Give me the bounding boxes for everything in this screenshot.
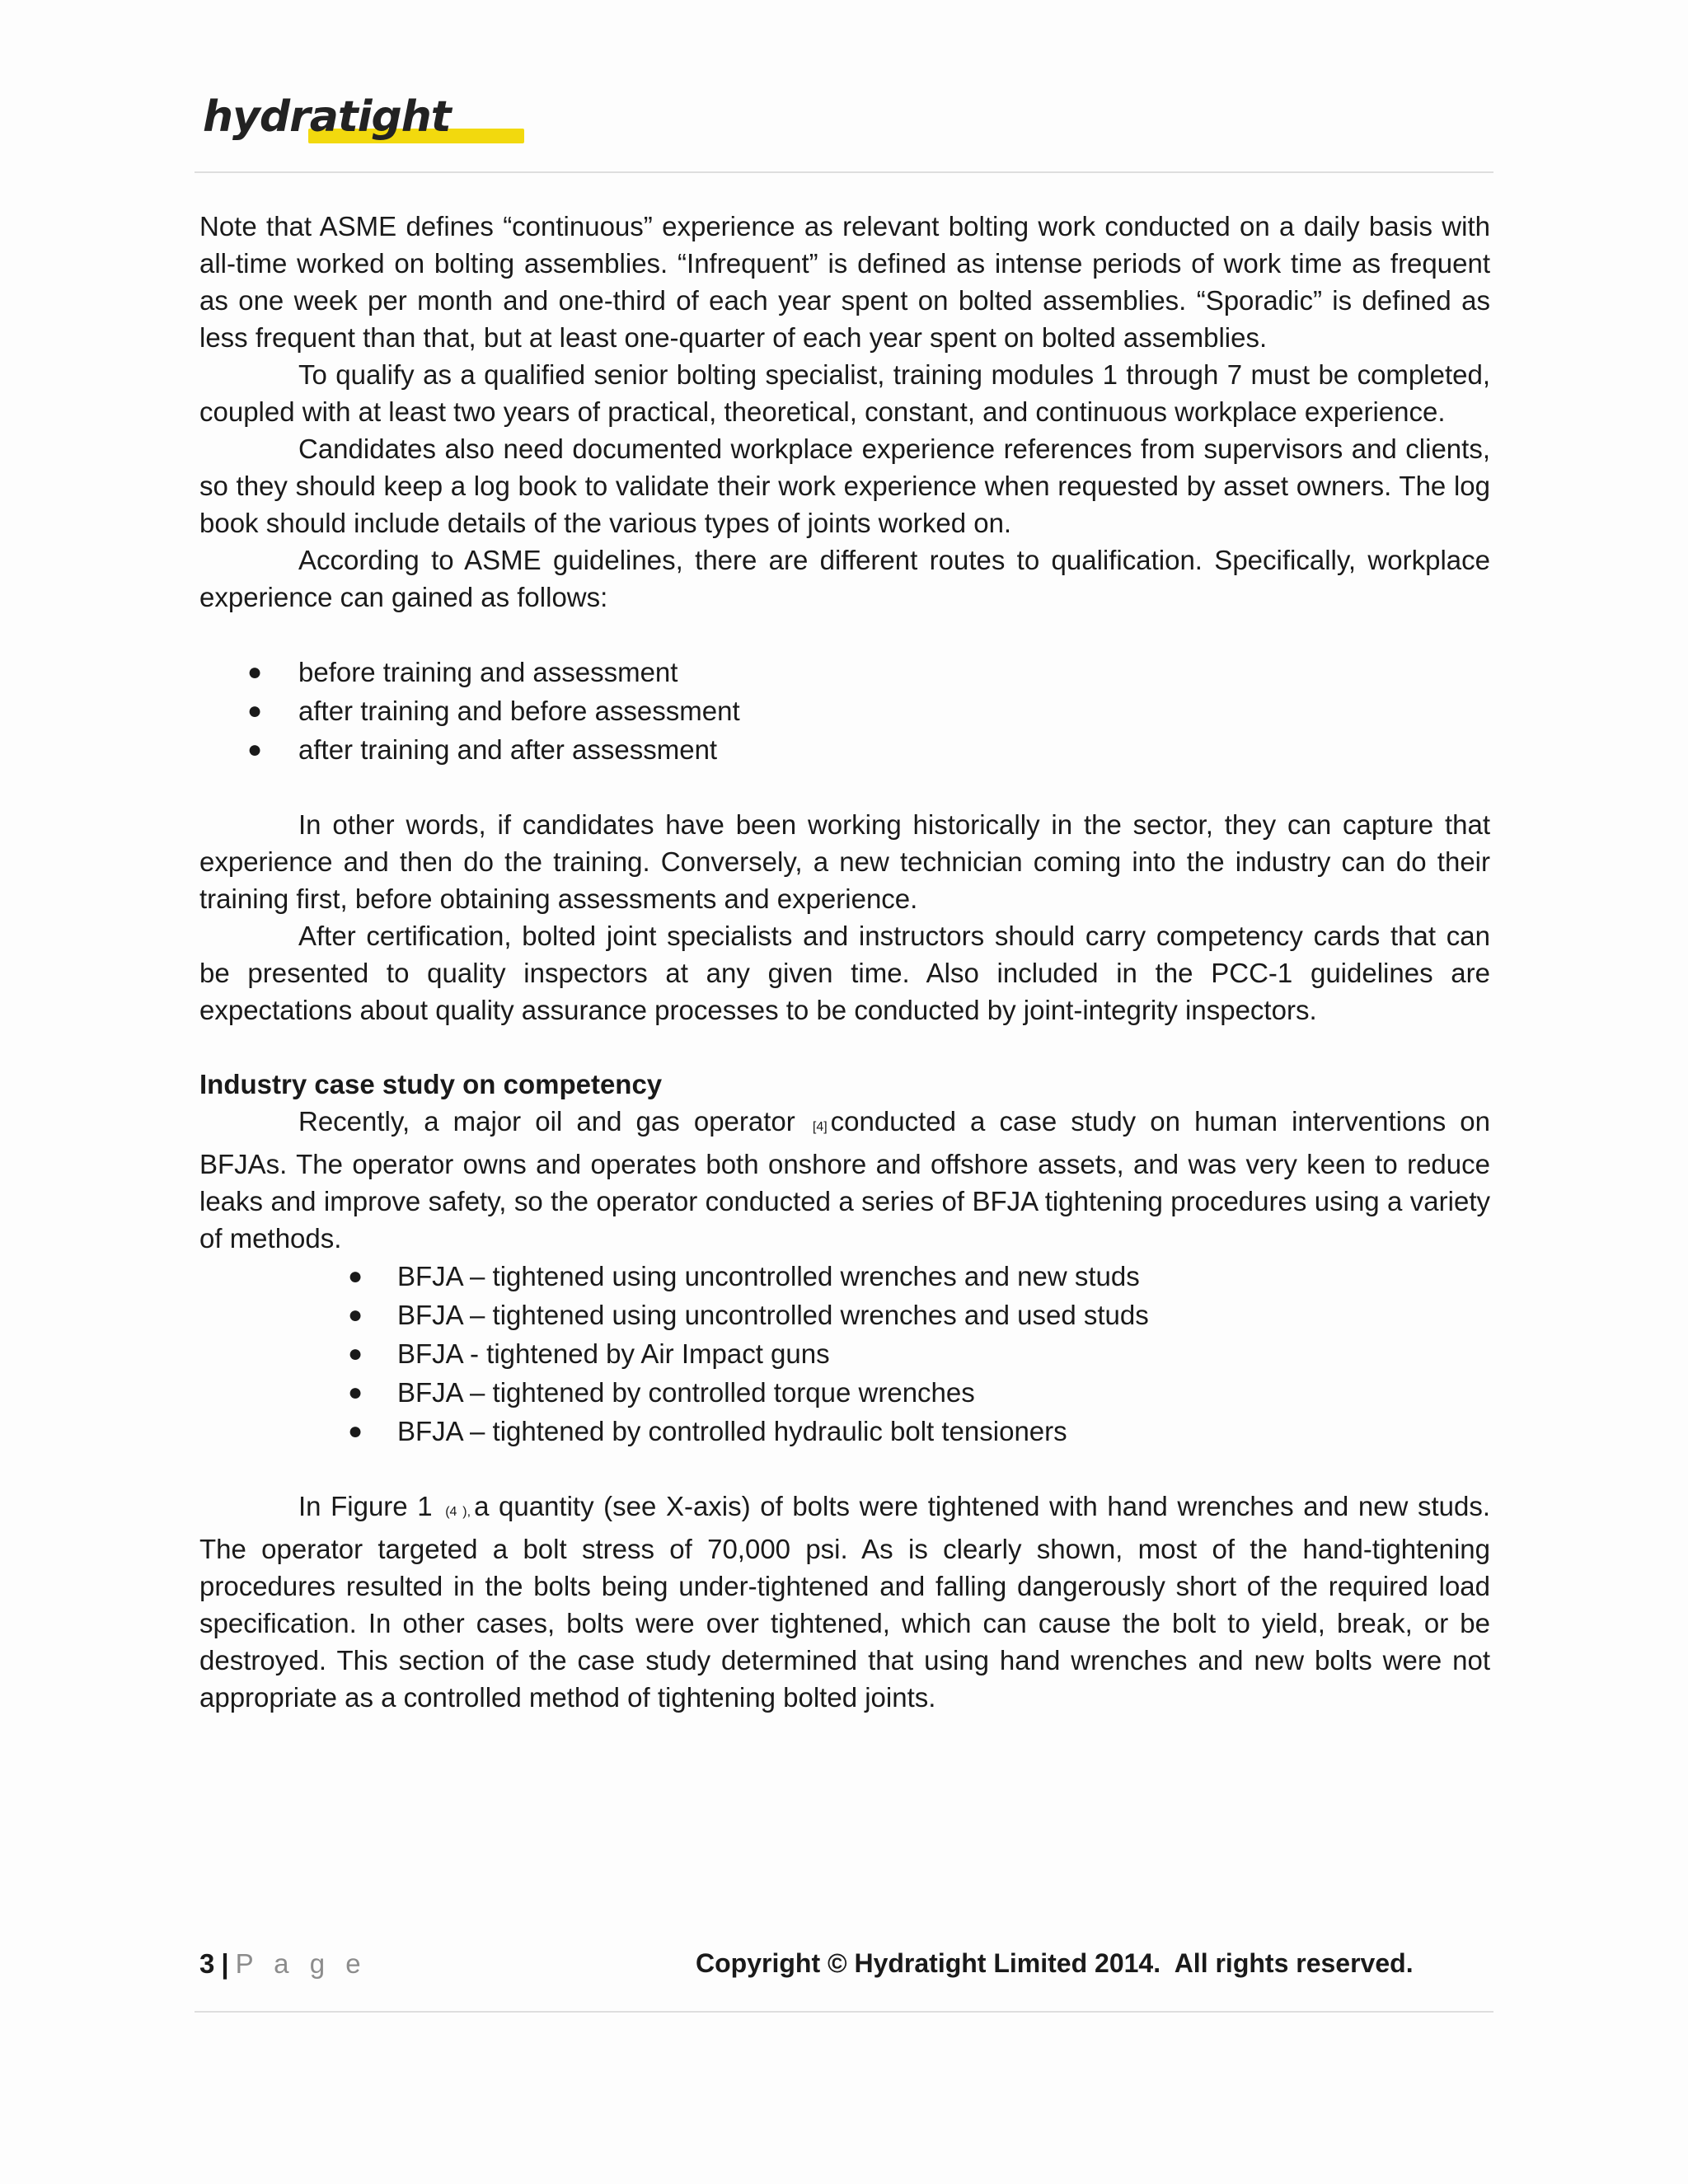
bullet-icon: ●: [247, 697, 263, 724]
list-item: ● BFJA – tightened using uncontrolled wrenches and used studs: [199, 1296, 1490, 1334]
bullet-icon: ●: [348, 1340, 363, 1367]
paragraph-log-book: Candidates also need documented workplace experience references from supervisors and clients, so they should keep a log book to validate their work experience when requested by asset owners. The log book should include details of the various types of joints worked on.: [199, 434, 1490, 538]
list-item: ● BFJA – tightened by controlled hydraulic bolt tensioners: [199, 1412, 1490, 1451]
qualification-routes-list: [199, 653, 1490, 769]
logo-text: hydratight: [203, 92, 451, 142]
paragraph-case-study: Recently, a major oil and gas operator [4] conducted a case study on human interventions on BFJAs. The operator owns and operates both onshore and offshore assets, and was very keen to reduce leaks and improve safety, so the operator conducted a series of BFJA tightening procedures using a variety of methods.: [199, 1106, 1490, 1254]
bullet-icon: ●: [348, 1263, 363, 1290]
footer-divider: [195, 2011, 1493, 2013]
list-item: ● before training and assessment: [199, 653, 1490, 691]
paragraph-certification: After certification, bolted joint specialists and instructors should carry competency cards that can be presented to quality inspectors at any given time. Also included in the PCC-1 guidelines are expectations about quality assurance processes to be conducted by joint-integrity inspectors.: [199, 921, 1490, 1025]
list-item: ● BFJA - tightened by Air Impact guns: [199, 1334, 1490, 1373]
bullet-icon: ●: [348, 1301, 363, 1329]
copyright-notice: Copyright © Hydratight Limited 2014. All rights reserved.: [696, 1948, 1414, 1978]
page-number: 3 | P a g e: [199, 1948, 368, 1979]
paragraph-figure-1: In Figure 1 (4 ), a quantity (see X-axis) of bolts were tightened with hand wrenches and new studs. The operator targeted a bolt stress of 70,000 psi. As is clearly shown, most of the hand-tightening procedures resulted in the bolts being under-tightened and falling dangerously short of the required load specification. In other cases, bolts were over tightened, which can cause the bolt to yield, break, or be destroyed. This section of the case study determined that using hand wrenches and new bolts were not appropriate as a controlled method of tightening bolted joints.: [199, 1491, 1491, 1713]
section-heading: Industry case study on competency: [199, 1069, 663, 1099]
reference-marker: [4]: [812, 1120, 828, 1134]
list-item: ● after training and after assessment: [199, 730, 1490, 769]
paragraph-experience-definitions: Note that ASME defines “continuous” experience as relevant bolting work conducted on a daily basis with all-time worked on bolting assemblies. “Infrequent” is defined as intense periods of work time as frequent as one week per month and one-third of each year spent on bolted assemblies. “Sporadic” is defined as less frequent than that, but at least one-quarter of each year spent on bolted assemblies.: [199, 211, 1490, 353]
hydratight-logo: [203, 92, 524, 147]
list-item: ● BFJA – tightened by controlled torque wrenches: [199, 1373, 1490, 1412]
tightening-methods-list: [199, 1257, 1490, 1451]
bullet-icon: ●: [247, 736, 263, 763]
header-divider: [195, 171, 1493, 173]
list-item: ● BFJA – tightened using uncontrolled wrenches and new studs: [199, 1257, 1490, 1296]
list-item: ● after training and before assessment: [199, 691, 1490, 730]
reference-marker: (4 ),: [445, 1505, 471, 1519]
bullet-icon: ●: [348, 1418, 363, 1445]
paragraph-qualification-routes: According to ASME guidelines, there are different routes to qualification. Specifically, workplace experience can gained as follows:: [199, 545, 1490, 612]
paragraph-in-other-words: In other words, if candidates have been working historically in the sector, they can capture that experience and then do the training. Conversely, a new technician coming into the industry can do their training first, before obtaining assessments and experience.: [199, 809, 1490, 914]
paragraph-senior-specialist: To qualify as a qualified senior bolting specialist, training modules 1 through 7 must be completed, coupled with at least two years of practical, theoretical, constant, and continuous workplace experience.: [199, 359, 1490, 427]
document-body: [199, 208, 1490, 1716]
bullet-icon: ●: [247, 658, 263, 686]
bullet-icon: ●: [348, 1379, 363, 1406]
